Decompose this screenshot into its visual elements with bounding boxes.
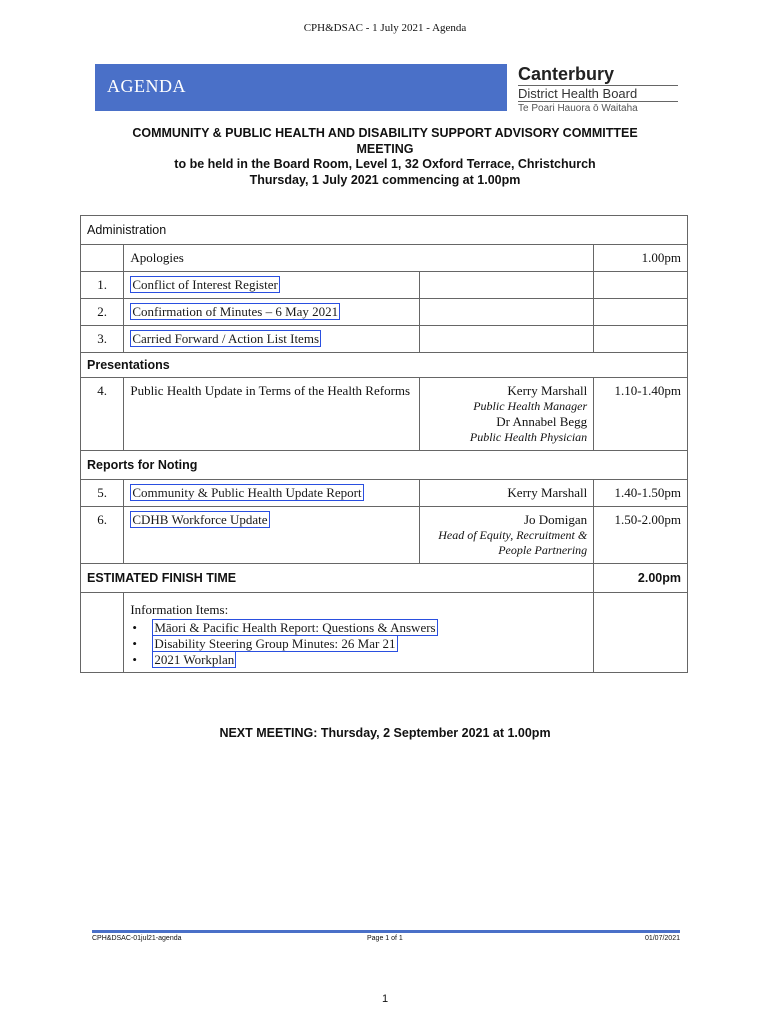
- presenter-role: Head of Equity, Recruitment & People Partnering: [438, 528, 588, 557]
- next-meeting: NEXT MEETING: Thursday, 2 September 2021 at 1.00pm: [219, 726, 551, 740]
- information-items-cell: [124, 593, 594, 673]
- presenter-name: Jo Domigan: [523, 512, 588, 527]
- page-footer: [92, 935, 680, 947]
- info-link-disability-minutes[interactable]: Disability Steering Group Minutes: 26 Mar 21: [154, 636, 396, 651]
- page-number: 1: [381, 993, 389, 1005]
- item-link-conflict-register[interactable]: Conflict of Interest Register: [132, 277, 278, 292]
- info-link-workplan[interactable]: 2021 Workplan: [154, 652, 235, 667]
- section-row-presentations: [81, 353, 688, 378]
- meeting-venue: to be held in the Board Room, Level 1, 32 Oxford Terrace, Christchurch: [174, 157, 596, 171]
- item-number: [81, 593, 124, 673]
- banner-title: AGENDA: [107, 76, 186, 96]
- list-item: [130, 636, 587, 652]
- running-header: CPH&DSAC - 1 July 2021 - Agenda: [303, 22, 467, 34]
- table-row: [81, 507, 688, 564]
- presenter-role: Public Health Physician: [469, 430, 588, 444]
- item-number: 5.: [81, 480, 124, 507]
- presenter-name: Dr Annabel Begg: [496, 414, 588, 429]
- finish-time-row: [81, 564, 688, 593]
- item-cell: [124, 480, 419, 507]
- item-cell: [124, 272, 419, 299]
- table-row: [81, 245, 688, 272]
- item-time: [594, 299, 688, 326]
- presenter-cell: [419, 378, 593, 451]
- item-time: 1.10-1.40pm: [594, 378, 688, 451]
- committee-title: COMMUNITY & PUBLIC HEALTH AND DISABILITY SUPPORT ADVISORY COMMITTEE: [132, 126, 638, 140]
- table-row: [81, 299, 688, 326]
- agenda-table: [80, 215, 688, 673]
- cdhb-logo: [518, 64, 678, 116]
- presenter-cell: [419, 507, 593, 564]
- info-link-maori-pacific[interactable]: Māori & Pacific Health Report: Questions & Answers: [154, 620, 436, 635]
- finish-time-value: 2.00pm: [594, 564, 688, 593]
- item-time: [594, 272, 688, 299]
- meeting-date: Thursday, 1 July 2021 commencing at 1.00pm: [249, 172, 521, 187]
- information-items-row: [81, 593, 688, 673]
- footer-page-count: Page 1 of 1: [367, 935, 403, 942]
- meeting-title-block: [60, 126, 710, 188]
- presenter-name: Kerry Marshall: [507, 485, 588, 500]
- presenter-cell: [419, 272, 593, 299]
- footer-date: 01/07/2021: [644, 935, 680, 942]
- item-number: 1.: [81, 272, 124, 299]
- item-time: 1.00pm: [594, 245, 688, 272]
- section-heading: Reports for Noting: [81, 451, 688, 480]
- agenda-banner: [95, 64, 507, 111]
- section-row-administration: [81, 216, 688, 245]
- item-cell: [124, 299, 419, 326]
- table-row: [81, 326, 688, 353]
- table-row: [81, 480, 688, 507]
- item-title: Public Health Update in Terms of the Health Reforms: [124, 378, 419, 451]
- information-list: [130, 620, 587, 668]
- item-link-cph-report[interactable]: Community & Public Health Update Report: [132, 485, 362, 500]
- item-number: 2.: [81, 299, 124, 326]
- item-title: Apologies: [124, 245, 594, 272]
- item-link-workforce-update[interactable]: CDHB Workforce Update: [132, 512, 268, 527]
- item-time: [594, 326, 688, 353]
- presenter-name: Kerry Marshall: [507, 383, 588, 398]
- section-row-reports: [81, 451, 688, 480]
- presenter-cell: [419, 299, 593, 326]
- section-heading: Presentations: [81, 353, 688, 378]
- item-number: [81, 245, 124, 272]
- presenter-cell: [419, 326, 593, 353]
- information-heading: Information Items:: [130, 602, 229, 617]
- logo-line-3: Te Poari Hauora ō Waitaha: [518, 103, 638, 114]
- finish-time-label: ESTIMATED FINISH TIME: [81, 564, 594, 593]
- list-item: [130, 620, 587, 636]
- item-number: 3.: [81, 326, 124, 353]
- footer-divider: [92, 930, 680, 933]
- item-link-minutes[interactable]: Confirmation of Minutes – 6 May 2021: [132, 304, 339, 319]
- committee-title-cont: MEETING: [356, 141, 414, 156]
- item-link-action-list[interactable]: Carried Forward / Action List Items: [132, 331, 320, 346]
- item-time: 1.40-1.50pm: [594, 480, 688, 507]
- section-heading: Administration: [81, 216, 688, 245]
- presenter-cell: [419, 480, 593, 507]
- item-time: [594, 593, 688, 673]
- logo-line-1: Canterbury: [518, 64, 615, 84]
- item-time: 1.50-2.00pm: [594, 507, 688, 564]
- item-number: 6.: [81, 507, 124, 564]
- footer-doc-id: CPH&DSAC-01jul21-agenda: [92, 935, 182, 942]
- table-row: [81, 378, 688, 451]
- presenter-role: Public Health Manager: [473, 399, 588, 413]
- item-number: 4.: [81, 378, 124, 451]
- logo-line-2: District Health Board: [518, 85, 678, 102]
- list-item: [130, 652, 587, 668]
- item-cell: [124, 326, 419, 353]
- table-row: [81, 272, 688, 299]
- item-cell: [124, 507, 419, 564]
